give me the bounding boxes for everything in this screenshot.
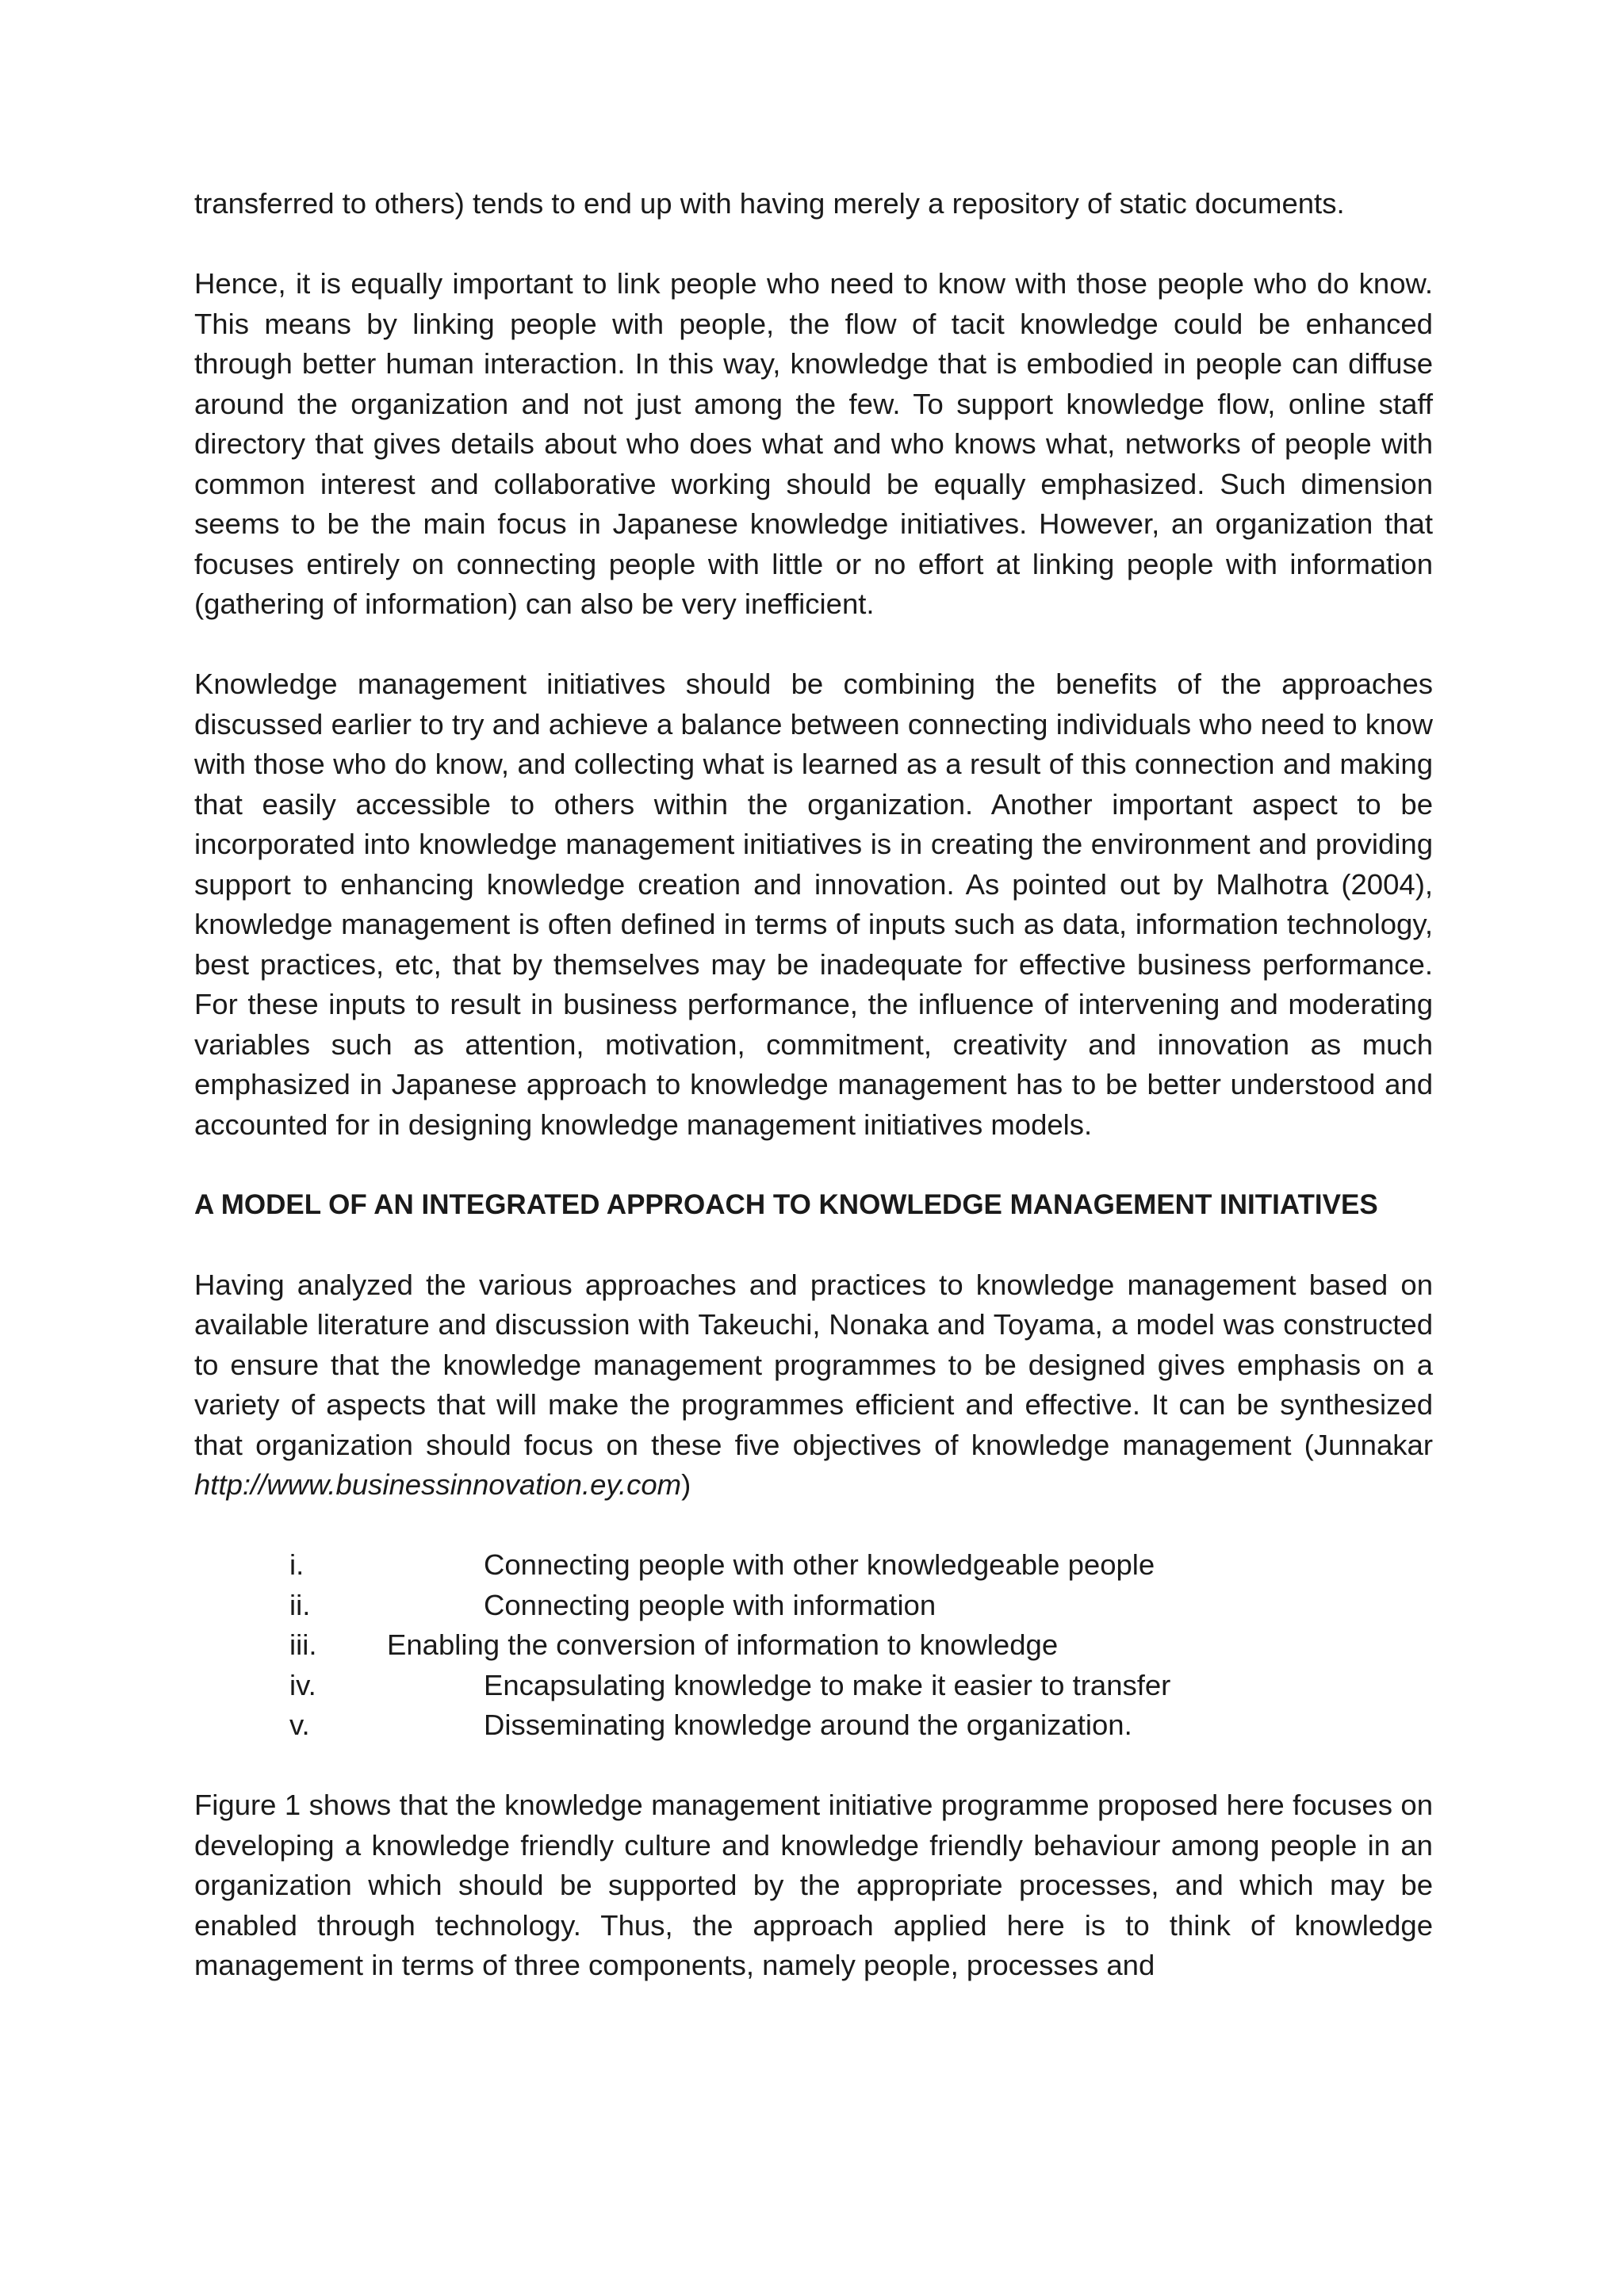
paragraph-figure-1: Figure 1 shows that the knowledge management initiative programme proposed here focuses on developing a knowledge friendly culture and knowledge friendly behaviour among people in an organization which should be supported by the appropriate processes, and which may be enabled through technology. Thus, the approach applied here is to think of knowledge management in terms of three components, namely people, processes and	[194, 1789, 1433, 1981]
list-item-number: v.	[289, 1709, 310, 1741]
list-item	[194, 1666, 1433, 1706]
list-item-text: Connecting people with information	[484, 1588, 936, 1621]
document-page	[194, 184, 1433, 2026]
objectives-list	[194, 1545, 1433, 1746]
list-item-number: iv.	[289, 1668, 316, 1701]
paragraph-model	[194, 1265, 1433, 1506]
list-item	[194, 1705, 1433, 1746]
list-item-number: iii.	[289, 1628, 317, 1661]
list-item-text: Encapsulating knowledge to make it easier to transfer	[484, 1668, 1171, 1701]
list-item-text: Connecting people with other knowledgeable people	[484, 1548, 1155, 1581]
list-item-number: ii.	[289, 1588, 311, 1621]
list-item	[194, 1586, 1433, 1626]
paragraph-model-close: )	[681, 1468, 691, 1501]
section-heading: A MODEL OF AN INTEGRATED APPROACH TO KNOWLEDGE MANAGEMENT INITIATIVES	[194, 1188, 1378, 1220]
list-item-text: Enabling the conversion of information to knowledge	[387, 1628, 1059, 1661]
list-item-number: i.	[289, 1548, 304, 1581]
list-item	[194, 1545, 1433, 1586]
list-item-text: Disseminating knowledge around the organization.	[484, 1709, 1132, 1741]
citation-url: http://www.businessinnovation.ey.com	[194, 1468, 682, 1501]
list-item	[194, 1625, 1433, 1666]
paragraph-model-text: Having analyzed the various approaches and practices to knowledge management based on available literature and discussion with Takeuchi, Nonaka and Toyama, a model was constructed to ensure that the knowledge management programmes to be designed gives emphasis on a variety of aspects that will make the programmes efficient and effective. It can be synthesized that organization should focus on these five objectives of knowledge management (Junnakar	[194, 1268, 1433, 1461]
paragraph-linking-people: Hence, it is equally important to link people who need to know with those people who do know. This means by linking people with people, the flow of tacit knowledge could be enhanced through better human interaction. In this way, knowledge that is embodied in people can diffuse around the organization and not just among the few. To support knowledge flow, online staff directory that gives details about who does what and who knows what, networks of people with common interest and collaborative working should be equally emphasized. Such dimension seems to be the main focus in Japanese knowledge initiatives. However, an organization that focuses entirely on connecting people with little or no effort at linking people with information (gathering of information) can also be very inefficient.	[194, 267, 1433, 620]
paragraph-combining-approaches: Knowledge management initiatives should be combining the benefits of the approaches discussed earlier to try and achieve a balance between connecting individuals who need to know with those who do know, and collecting what is learned as a result of this connection and making that easily accessible to others within the organization. Another important aspect to be incorporated into knowledge management initiatives is in creating the environment and providing support to enhancing knowledge creation and innovation. As pointed out by Malhotra (2004), knowledge management is often defined in terms of inputs such as data, information technology, best practices, etc, that by themselves may be inadequate for effective business performance. For these inputs to result in business performance, the influence of intervening and moderating variables such as attention, motivation, commitment, creativity and innovation as much emphasized in Japanese approach to knowledge management has to be better understood and accounted for in designing knowledge management initiatives models.	[194, 668, 1433, 1141]
intro-line: transferred to others) tends to end up with having merely a repository of static documents.	[194, 187, 1345, 220]
